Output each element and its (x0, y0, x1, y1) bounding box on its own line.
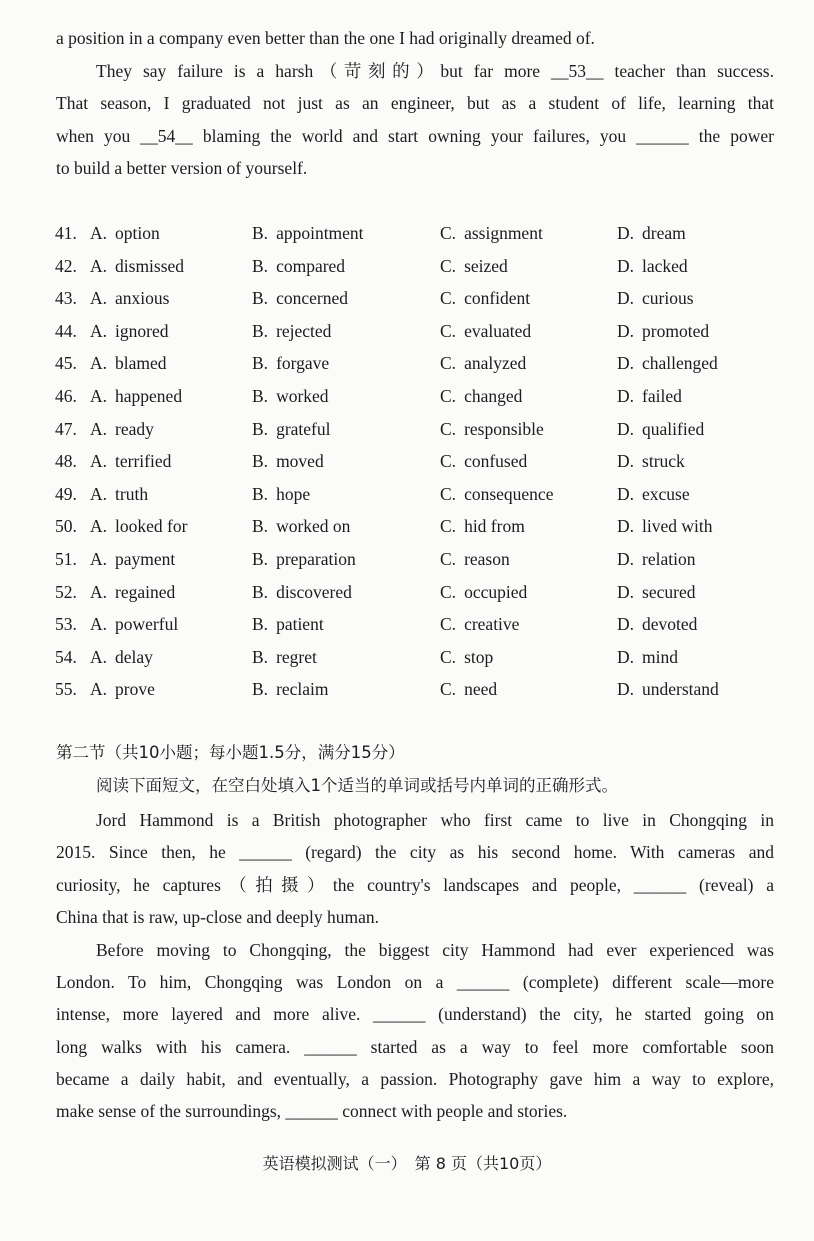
option-text: truth (115, 483, 149, 504)
option-c (440, 450, 527, 472)
option-letter: C. (440, 646, 457, 667)
option-letter: A. (90, 320, 108, 341)
option-text: evaluated (464, 320, 532, 341)
option-a (90, 222, 160, 244)
option-letter: C. (440, 451, 457, 472)
option-text: reason (464, 549, 510, 569)
question-number: 43. (55, 288, 77, 309)
option-c (440, 515, 525, 537)
option-row-number (55, 320, 77, 342)
option-letter: B. (252, 614, 269, 635)
option-letter: A. (90, 255, 108, 276)
option-text: assignment (464, 223, 543, 243)
option-text: rejected (276, 320, 332, 341)
option-text: promoted (642, 320, 710, 341)
question-number: 42. (55, 255, 77, 276)
option-letter: B. (252, 223, 269, 243)
option-c (440, 255, 508, 277)
option-text: worked on (276, 516, 351, 537)
option-text: creative (464, 614, 520, 635)
option-text: option (115, 223, 160, 243)
option-text: seized (464, 255, 508, 276)
option-letter: D. (617, 549, 635, 569)
option-d (617, 222, 686, 244)
question-number: 47. (55, 418, 77, 439)
option-row-number (55, 548, 77, 570)
option-b (252, 255, 345, 277)
option-row-number (55, 222, 77, 244)
option-letter: C. (440, 516, 457, 537)
option-letter: D. (617, 223, 635, 243)
option-text: happened (115, 386, 183, 406)
option-b (252, 287, 348, 309)
option-a (90, 352, 167, 374)
option-d (617, 483, 690, 505)
option-letter: B. (252, 483, 269, 504)
option-letter: B. (252, 288, 269, 309)
section-instruction: 阅读下面短文，在空白处填入1个适当的单词或括号内单词的正确形式。 (96, 776, 618, 795)
passage-line: a position in a company even better than the one I had originally dreamed of. (56, 28, 595, 48)
option-row-number (55, 352, 77, 374)
passage-line: Jord Hammond is a British photographer who first came to live in Chongqing in (96, 810, 774, 830)
option-text: responsible (464, 418, 544, 439)
option-b (252, 678, 329, 700)
option-letter: A. (90, 581, 108, 602)
option-row-number (55, 287, 77, 309)
option-row-number (55, 581, 77, 603)
option-row-number (55, 515, 77, 537)
question-number: 44. (55, 320, 77, 341)
option-c (440, 646, 493, 668)
option-text: relation (642, 549, 696, 569)
option-b (252, 450, 324, 472)
option-c (440, 222, 543, 244)
option-letter: C. (440, 353, 457, 374)
option-b (252, 613, 324, 635)
option-text: lacked (642, 255, 688, 276)
question-number: 49. (55, 483, 77, 504)
option-text: blamed (115, 353, 167, 374)
option-d (617, 320, 709, 342)
option-letter: C. (440, 483, 457, 504)
option-d (617, 646, 678, 668)
option-d (617, 515, 713, 537)
option-letter: C. (440, 581, 457, 602)
option-letter: C. (440, 320, 457, 341)
option-a (90, 287, 169, 309)
passage-line: That season, I graduated not just as an engineer, but as a student of life, learning that (56, 93, 774, 113)
option-letter: D. (617, 288, 635, 309)
option-letter: A. (90, 679, 108, 700)
option-text: hope (276, 483, 311, 504)
question-number: 55. (55, 679, 77, 700)
option-c (440, 613, 519, 635)
passage-line: make sense of the surroundings, ______ connect with people and stories. (56, 1101, 568, 1121)
option-letter: D. (617, 255, 635, 276)
option-letter: B. (252, 418, 269, 439)
option-b (252, 385, 329, 407)
option-text: grateful (276, 418, 331, 439)
option-row-number (55, 678, 77, 700)
option-a (90, 483, 148, 505)
option-c (440, 352, 526, 374)
option-letter: B. (252, 255, 269, 276)
option-b (252, 483, 310, 505)
option-text: anxious (115, 288, 170, 309)
option-letter: C. (440, 549, 457, 569)
option-a (90, 613, 178, 635)
option-text: appointment (276, 223, 364, 243)
question-number: 45. (55, 353, 77, 374)
option-letter: A. (90, 288, 108, 309)
option-d (617, 287, 694, 309)
page-footer: 英语模拟测试（一） 第 8 页（共10页） (262, 1154, 552, 1173)
option-c (440, 548, 510, 570)
option-b (252, 581, 352, 603)
option-c (440, 678, 497, 700)
option-letter: C. (440, 223, 457, 243)
option-a (90, 515, 187, 537)
option-letter: C. (440, 255, 457, 276)
option-a (90, 418, 154, 440)
option-letter: D. (617, 320, 635, 341)
passage-line: became a daily habit, and eventually, a passion. Photography gave him a way to explore, (56, 1069, 774, 1089)
option-d (617, 255, 688, 277)
option-text: powerful (115, 614, 179, 635)
option-text: changed (464, 386, 523, 406)
option-text: challenged (642, 353, 718, 374)
option-row-number (55, 418, 77, 440)
option-c (440, 483, 553, 505)
option-text: prove (115, 679, 155, 700)
option-letter: C. (440, 386, 457, 406)
option-letter: D. (617, 353, 635, 374)
option-letter: D. (617, 451, 635, 472)
option-letter: D. (617, 679, 635, 700)
option-letter: A. (90, 549, 108, 569)
option-text: moved (276, 451, 324, 472)
option-letter: A. (90, 353, 108, 374)
passage-line: intense, more layered and more alive. ______ (understand) the city, he started going on (56, 1004, 774, 1024)
option-letter: D. (617, 581, 635, 602)
option-letter: A. (90, 483, 108, 504)
option-text: payment (115, 549, 176, 569)
question-number: 54. (55, 646, 77, 667)
option-b (252, 515, 350, 537)
option-letter: B. (252, 320, 269, 341)
option-letter: B. (252, 549, 269, 569)
option-c (440, 418, 544, 440)
option-a (90, 255, 184, 277)
option-text: confused (464, 451, 528, 472)
option-text: analyzed (464, 353, 527, 374)
passage-line: They say failure is a harsh（苛刻的）but far more __53__ teacher than success. (96, 61, 774, 81)
option-letter: C. (440, 614, 457, 635)
option-d (617, 450, 685, 472)
option-letter: D. (617, 614, 635, 635)
option-letter: C. (440, 288, 457, 309)
passage-line: China that is raw, up-close and deeply human. (56, 907, 380, 927)
question-number: 41. (55, 223, 77, 243)
option-d (617, 581, 695, 603)
option-text: regret (276, 646, 317, 667)
option-a (90, 678, 155, 700)
section-heading: 第二节（共10小题；每小题1.5分，满分15分） (56, 743, 405, 762)
option-b (252, 548, 356, 570)
option-letter: B. (252, 353, 269, 374)
option-d (617, 613, 697, 635)
option-text: ready (115, 418, 154, 439)
option-text: ignored (115, 320, 169, 341)
passage-line: 2015. Since then, he ______ (regard) the city as his second home. With cameras and (56, 842, 774, 862)
option-text: dream (642, 223, 686, 243)
option-c (440, 320, 531, 342)
option-text: worked (276, 386, 329, 406)
option-d (617, 385, 682, 407)
option-text: concerned (276, 288, 348, 309)
passage-line: to build a better version of yourself. (56, 158, 308, 178)
passage-line: London. To him, Chongqing was London on a ______ (complete) different scale—more (56, 972, 774, 992)
option-letter: C. (440, 679, 457, 700)
option-a (90, 385, 182, 407)
option-letter: A. (90, 223, 108, 243)
option-text: stop (464, 646, 494, 667)
option-letter: A. (90, 451, 108, 472)
option-text: curious (642, 288, 694, 309)
option-text: lived with (642, 516, 713, 537)
option-letter: A. (90, 386, 108, 406)
passage-line: curiosity, he captures（拍摄）the country's landscapes and people, ______ (reveal) a (56, 875, 774, 895)
question-number: 48. (55, 451, 77, 472)
option-a (90, 450, 171, 472)
option-letter: D. (617, 516, 635, 537)
option-letter: A. (90, 614, 108, 635)
option-letter: B. (252, 581, 269, 602)
option-text: qualified (642, 418, 705, 439)
option-text: failed (642, 386, 682, 406)
option-text: looked for (115, 516, 188, 537)
option-b (252, 352, 329, 374)
option-row-number (55, 255, 77, 277)
option-letter: B. (252, 386, 269, 406)
option-text: delay (115, 646, 153, 667)
option-text: discovered (276, 581, 352, 602)
option-letter: D. (617, 646, 635, 667)
question-number: 53. (55, 614, 77, 635)
option-d (617, 678, 719, 700)
question-number: 50. (55, 516, 77, 537)
option-letter: D. (617, 483, 635, 504)
option-d (617, 548, 695, 570)
option-letter: A. (90, 418, 108, 439)
option-letter: D. (617, 386, 635, 406)
option-b (252, 646, 317, 668)
option-row-number (55, 385, 77, 407)
option-d (617, 418, 704, 440)
option-a (90, 320, 168, 342)
option-text: mind (642, 646, 678, 667)
passage-line: long walks with his camera. ______ started as a way to feel more comfortable soon (56, 1037, 774, 1057)
question-number: 51. (55, 549, 77, 569)
option-d (617, 352, 718, 374)
option-row-number (55, 613, 77, 635)
option-letter: B. (252, 679, 269, 700)
option-text: reclaim (276, 679, 329, 700)
option-letter: B. (252, 646, 269, 667)
option-text: hid from (464, 516, 525, 537)
option-text: patient (276, 614, 324, 635)
option-text: excuse (642, 483, 690, 504)
option-text: preparation (276, 549, 356, 569)
option-letter: C. (440, 418, 457, 439)
option-row-number (55, 646, 77, 668)
passage-line: Before moving to Chongqing, the biggest city Hammond had ever experienced was (96, 940, 774, 960)
option-letter: D. (617, 418, 635, 439)
option-text: consequence (464, 483, 554, 504)
option-letter: A. (90, 516, 108, 537)
option-letter: B. (252, 516, 269, 537)
option-b (252, 418, 330, 440)
option-row-number (55, 450, 77, 472)
option-b (252, 222, 364, 244)
option-c (440, 385, 522, 407)
option-text: understand (642, 679, 719, 700)
option-c (440, 287, 530, 309)
option-text: confident (464, 288, 531, 309)
option-text: devoted (642, 614, 698, 635)
passage-line: when you __54__ blaming the world and start owning your failures, you ______ the power (56, 126, 774, 146)
option-text: regained (115, 581, 176, 602)
option-text: compared (276, 255, 346, 276)
question-number: 46. (55, 386, 77, 406)
option-c (440, 581, 527, 603)
option-b (252, 320, 331, 342)
option-a (90, 548, 175, 570)
option-text: forgave (276, 353, 330, 374)
option-letter: A. (90, 646, 108, 667)
option-letter: B. (252, 451, 269, 472)
option-text: need (464, 679, 498, 700)
option-text: secured (642, 581, 696, 602)
option-text: struck (642, 451, 685, 472)
option-row-number (55, 483, 77, 505)
option-a (90, 646, 153, 668)
option-text: terrified (115, 451, 172, 472)
option-text: dismissed (115, 255, 185, 276)
option-a (90, 581, 175, 603)
option-text: occupied (464, 581, 528, 602)
question-number: 52. (55, 581, 77, 602)
